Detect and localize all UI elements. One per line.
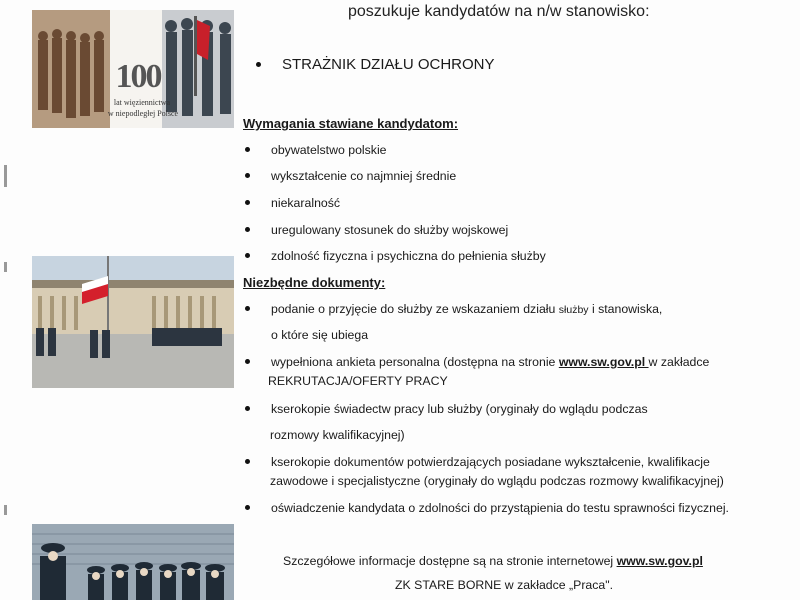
anniversary-number: 100 [115,58,161,95]
bullet-icon [245,200,250,205]
requirement-text: uregulowany stosunek do służby wojskowej [271,223,509,237]
requirement-text: zdolność fizyczna i psychiczna do pełnienia służby [271,249,546,263]
bullet-icon [245,253,250,258]
requirement-text: niekaralność [271,196,341,210]
scan-mark [4,262,7,272]
requirement-item [245,196,340,210]
requirement-text: wykształcenie co najmniej średnie [271,169,457,183]
photo-honor-guard [32,10,234,128]
bullet-icon [245,359,250,364]
document-text-part: wypełniona ankieta personalna (dostępna na stronie [271,355,559,369]
document-text-continued: rozmowy kwalifikacyjnej) [270,428,405,442]
requirement-item [245,249,546,263]
document-text: kserokopie dokumentów potwierdzających posiadane wykształcenie, kwalifikacje [271,455,710,469]
footer-website-link[interactable]: www.sw.gov.pl [616,554,703,568]
document-text-continued: o które się ubiega [271,328,369,342]
officers-image [32,524,234,600]
requirement-text: obywatelstwo polskie [271,143,387,157]
footer-location: ZK STARE BORNE w zakładce „Praca". [395,578,614,592]
document-item [245,455,710,469]
anniversary-line2: w niepodległej Polsce [107,109,179,118]
document-item [245,402,648,416]
bullet-icon [245,505,250,510]
requirement-item [245,169,456,183]
position-item [256,56,495,73]
documents-title: Niezbędne dokumenty: [243,275,386,290]
position-title: STRAŻNIK DZIAŁU OCHRONY [282,56,495,73]
bullet-icon [256,62,261,67]
bullet-icon [245,306,250,311]
document-item [245,355,709,369]
document-text-part: podanie o przyjęcie do służby ze wskazaniem działu [271,302,559,316]
document-text-part: służby [558,304,589,316]
document-item [245,501,729,515]
photo-officers [32,524,234,600]
photo-parade-square [32,256,234,388]
bullet-icon [245,173,250,178]
footer-info [283,554,703,568]
requirements-title: Wymagania stawiane kandydatom: [243,116,459,131]
document-item [245,302,662,316]
document-text [271,302,662,316]
scan-mark [4,165,7,187]
document-text: kserokopie świadectw pracy lub służby (oryginały do wglądu podczas [271,402,648,416]
parade-square-image [32,256,234,388]
document-text-continued: zawodowe i specjalistyczne (oryginały do wglądu podczas rozmowy kwalifikacyjnej) [270,474,724,488]
requirement-item [245,143,387,157]
document-text-part: w zakładce [648,355,710,369]
anniversary-line1: lat więziennictwa [113,98,171,107]
document-text-continued: REKRUTACJA/OFERTY PRACY [268,374,448,388]
document-text [271,355,709,369]
bullet-icon [245,459,250,464]
scan-mark [4,505,7,515]
document-text: oświadczenie kandydata o zdolności do przystąpienia do testu sprawności fizycznej. [271,501,729,515]
website-link[interactable]: www.sw.gov.pl [558,355,649,369]
bullet-icon [245,406,250,411]
bullet-icon [245,227,250,232]
requirement-item [245,223,508,237]
footer-text: Szczegółowe informacje dostępne są na stronie internetowej [283,554,617,568]
document-text-part: i stanowiska, [588,302,663,316]
page-heading: poszukuje kandydatów na n/w stanowisko: [348,3,650,20]
bullet-icon [245,147,250,152]
